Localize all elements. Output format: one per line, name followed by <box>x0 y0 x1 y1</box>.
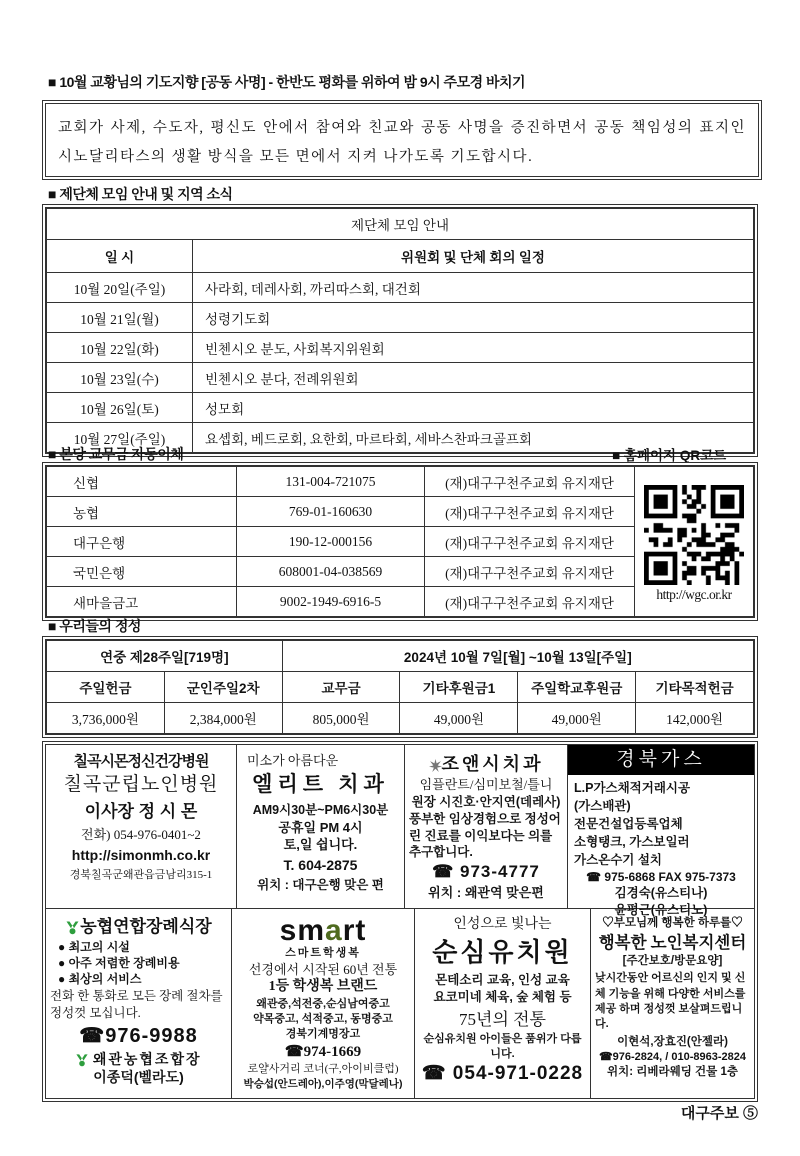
ad-line: 이사장 정 시 몬 <box>84 801 198 821</box>
ad-line: 토,일 쉽니다. <box>283 837 358 853</box>
ad-line: 전화) 054-976-0401~2 <box>81 826 201 842</box>
meeting-date: 10월 21일(월) <box>47 303 193 333</box>
ad-person: 박승섭(안드레아),이주영(막달레나) <box>243 1077 403 1090</box>
ad-seniorcenter <box>591 909 754 1098</box>
ad-phone: ☎976-9988 <box>79 1024 198 1047</box>
ad-line: 75년의 전통 <box>459 1009 546 1029</box>
table-row <box>47 240 754 273</box>
table-row <box>47 363 754 393</box>
ad-line: 칠곡시몬정신건강병원 <box>73 753 209 770</box>
table-row <box>47 641 754 672</box>
offering-amount: 142,000원 <box>636 703 754 734</box>
page-number: 대구주보 ⑤ <box>680 1105 758 1122</box>
account-number: 608001-04-038569 <box>237 557 425 587</box>
table-row <box>47 209 754 240</box>
accounts-section-title: ■ 본당 교무금 자동이체 <box>48 446 184 462</box>
offering-col-header: 주일학교후원금 <box>518 672 636 703</box>
ad-location: 로얄사거리 코너(구,아이비클럽) <box>247 1063 399 1076</box>
account-holder: (재)대구구천주교회 유지재단 <box>425 557 635 587</box>
ad-hospital <box>46 745 237 908</box>
ad-joanc-dental <box>405 745 568 908</box>
offerings-period-label: 2024년 10월 7일[월] ~10월 13일[주일] <box>282 641 753 672</box>
ad-line: AM9시30분~PM6시30분 <box>252 802 389 817</box>
ad-business-name: 경북가스 <box>568 745 754 775</box>
ad-line: L.P가스채적거래시공 <box>574 780 691 795</box>
offering-amount: 49,000원 <box>518 703 636 734</box>
meeting-groups: 사라회, 데레사회, 까리따스회, 대건회 <box>193 273 754 303</box>
ad-location: 위치: 리베라웨딩 건물 1층 <box>607 1066 738 1079</box>
ad-line: 칠곡군립노인병원 <box>63 774 219 796</box>
ad-location: 위치 : 왜관역 맞은편 <box>428 885 544 901</box>
meetings-table <box>42 204 758 457</box>
ad-bullet: ● 최고의 시설 <box>58 939 130 954</box>
offerings-week-label: 연중 제28주일[719명] <box>47 641 283 672</box>
ad-gas <box>568 745 754 918</box>
ad-line: 경북기계명장고 <box>285 1027 361 1040</box>
smart-logo-sm: sm <box>279 914 325 947</box>
ad-business-name: 엘리트 치과 <box>252 771 389 796</box>
ad-line: 요코미네 체육, 숲 체험 등 <box>433 989 572 1004</box>
account-holder: (재)대구구천주교회 유지재단 <box>425 527 635 557</box>
qr-section-title: ■ 홈페이지 QR코드 <box>612 448 727 463</box>
ad-line: 몬테소리 교육, 인성 교육 <box>435 972 570 987</box>
ad-line: (가스배관) <box>574 798 631 813</box>
meeting-groups: 빈첸시오 분도, 사회복지위원회 <box>193 333 754 363</box>
prayer-intention-box: 교회가 사제, 수도자, 평신도 안에서 참여와 친교와 공동 사명을 증진하면서 공동 책임성의 표지인 시노달리타스의 생활 방식을 모든 면에서 지켜 나가도록 기도합시다. <box>42 100 762 180</box>
table-row <box>47 393 754 423</box>
ad-person: 이종덕(벨라도) <box>93 1069 184 1086</box>
ad-bullet: ● 최상의 서비스 <box>58 972 142 987</box>
qr-cell <box>635 467 754 617</box>
bank-name: 새마을금고 <box>47 587 237 617</box>
bank-name: 신협 <box>47 467 237 497</box>
offering-col-header: 주일헌금 <box>47 672 165 703</box>
ad-line: 왜관중,석전중,순심남여중고 <box>256 998 390 1011</box>
ad-line: 임플란트/심미보철/틀니 <box>419 777 553 793</box>
meeting-date: 10월 23일(수) <box>47 363 193 393</box>
tooth-sparkle-icon <box>429 759 442 772</box>
ad-phone: ☎ 973-4777 <box>432 862 540 882</box>
ad-phone: ☎976-2824, / 010-8963-2824 <box>598 1051 747 1064</box>
meeting-groups: 요셉회, 베드로회, 요한회, 마르타회, 세바스찬파크골프회 <box>193 423 754 453</box>
account-number: 131-004-721075 <box>237 467 425 497</box>
ad-line: 소형탱크, 가스보일러 <box>574 835 690 850</box>
ad-line: 가스온수기 설치 <box>574 853 662 868</box>
account-holder: (재)대구구천주교회 유지재단 <box>425 497 635 527</box>
ad-phone: ☎ 054-971-0228 <box>421 1063 584 1085</box>
meetings-table-title: 제단체 모임 안내 <box>47 209 754 240</box>
meeting-groups: 성령기도회 <box>193 303 754 333</box>
account-number: 9002-1949-6916-5 <box>237 587 425 617</box>
ad-person: 왜관농협조합장 <box>92 1050 202 1067</box>
accounts-table <box>42 462 758 621</box>
ad-phone: ☎974-1669 <box>284 1043 362 1060</box>
ad-subname: [주간보호/방문요양] <box>622 954 723 967</box>
ad-bullet: ● 아주 저렴한 장례비용 <box>58 956 180 971</box>
meetings-section-title: ■ 제단체 모임 안내 및 지역 소식 <box>48 186 233 202</box>
table-row <box>47 672 754 703</box>
nh-logo-icon <box>65 920 80 935</box>
smart-logo <box>236 916 410 946</box>
ad-business-name: 농협연합장례식장 <box>80 917 212 936</box>
col-header-date: 일 시 <box>47 240 193 273</box>
ad-phone: ☎ 975-6868 FAX 975-7373 <box>586 870 736 885</box>
ad-line: 원장 시진호·안지연(데레사) <box>411 794 561 809</box>
ad-person: 김경숙(유스티나) <box>614 886 708 901</box>
smart-logo-rt: rt <box>342 914 367 947</box>
account-number: 190-12-000156 <box>237 527 425 557</box>
account-number: 769-01-160630 <box>237 497 425 527</box>
bank-name: 국민은행 <box>47 557 237 587</box>
meeting-groups: 성모회 <box>193 393 754 423</box>
ad-tagline: 미소가 아름다운 <box>247 753 339 768</box>
table-row <box>47 467 754 497</box>
offering-amount: 49,000원 <box>400 703 518 734</box>
bank-name: 농협 <box>47 497 237 527</box>
offering-amount: 805,000원 <box>282 703 400 734</box>
offering-col-header: 군인주일2차 <box>164 672 282 703</box>
offering-amount: 2,384,000원 <box>164 703 282 734</box>
offering-amount: 3,736,000원 <box>47 703 165 734</box>
account-holder: (재)대구구천주교회 유지재단 <box>425 587 635 617</box>
qr-code <box>644 485 744 585</box>
account-holder: (재)대구구천주교회 유지재단 <box>425 467 635 497</box>
ad-subname: 스마트학생복 <box>285 947 361 959</box>
ad-line: 공휴일 PM 4시 <box>278 819 363 835</box>
ad-phone: T. 604-2875 <box>283 856 358 873</box>
ad-line: 1등 학생복 브랜드 <box>268 979 378 995</box>
ad-line: 약목중고, 석적중고, 동명중고 <box>253 1013 393 1026</box>
ad-person: 윤평근(유스티노) <box>614 903 708 918</box>
meeting-date: 10월 27일(주일) <box>47 423 193 453</box>
ad-business-name: 조앤시치과 <box>441 754 544 774</box>
ad-line: 전문건설업등록업체 <box>574 816 683 831</box>
ad-body-text: 풍부한 임상경험으로 정성어린 진료를 이익보다는 의를 추구합니다. <box>409 811 561 860</box>
ad-funeral <box>46 909 232 1098</box>
table-row <box>47 303 754 333</box>
ad-url: http://simonmh.co.kr <box>71 847 211 864</box>
offerings-table <box>42 636 758 738</box>
smart-logo-a: a <box>325 914 343 947</box>
ad-business-name: 행복한 노인복지센터 <box>598 932 747 952</box>
ad-address: 경북칠곡군왜관읍금남리315-1 <box>69 869 213 882</box>
ad-elite-dental <box>237 745 405 908</box>
homepage-url: http://wgc.or.kr <box>656 586 732 602</box>
ad-location: 위치 : 대구은행 맞은 편 <box>257 877 384 892</box>
ad-line: 선경에서 시작된 60년 전통 <box>248 961 398 977</box>
bank-name: 대구은행 <box>47 527 237 557</box>
prayer-intention-title: ■ 10월 교황님의 기도지향 [공동 사명] - 한반도 평화를 위하여 밤 9시 주모경 바치기 <box>48 74 526 90</box>
ad-business-name: 순심유치원 <box>432 937 573 967</box>
offering-col-header: 기타목적헌금 <box>636 672 754 703</box>
ad-smart <box>232 909 415 1098</box>
table-row <box>47 273 754 303</box>
ad-body-text: 전화 한 통화로 모든 장례 절차를 정성껏 모십니다. <box>50 988 223 1020</box>
offerings-section-title: ■ 우리들의 정성 <box>48 618 141 634</box>
nh-logo-icon <box>75 1053 89 1067</box>
ad-body-text: 순심유치원 아이들은 품위가 다릅니다. <box>423 1032 582 1060</box>
col-header-schedule: 위원회 및 단체 회의 일정 <box>193 240 754 273</box>
ad-tagline: 인성으로 빛나는 <box>453 917 552 932</box>
offering-col-header: 교무금 <box>282 672 400 703</box>
ad-body-text: 낮시간동안 어르신의 인지 및 신체 기능을 위해 다양한 서비스를 제공 하며 정성껏 보살펴드립니다. <box>595 972 746 1031</box>
table-row <box>47 703 754 734</box>
ad-person: 이현석,장효진(안젤라) <box>617 1035 728 1048</box>
meeting-date: 10월 26일(토) <box>47 393 193 423</box>
meeting-groups: 빈첸시오 분다, 전례위원회 <box>193 363 754 393</box>
ad-tagline: ♡부모님께 행복한 하루를♡ <box>602 917 743 929</box>
meeting-date: 10월 20일(주일) <box>47 273 193 303</box>
table-row <box>47 333 754 363</box>
ad-kindergarten <box>415 909 591 1098</box>
offering-col-header: 기타후원금1 <box>400 672 518 703</box>
advertisement-grid <box>42 741 758 1102</box>
meeting-date: 10월 22일(화) <box>47 333 193 363</box>
